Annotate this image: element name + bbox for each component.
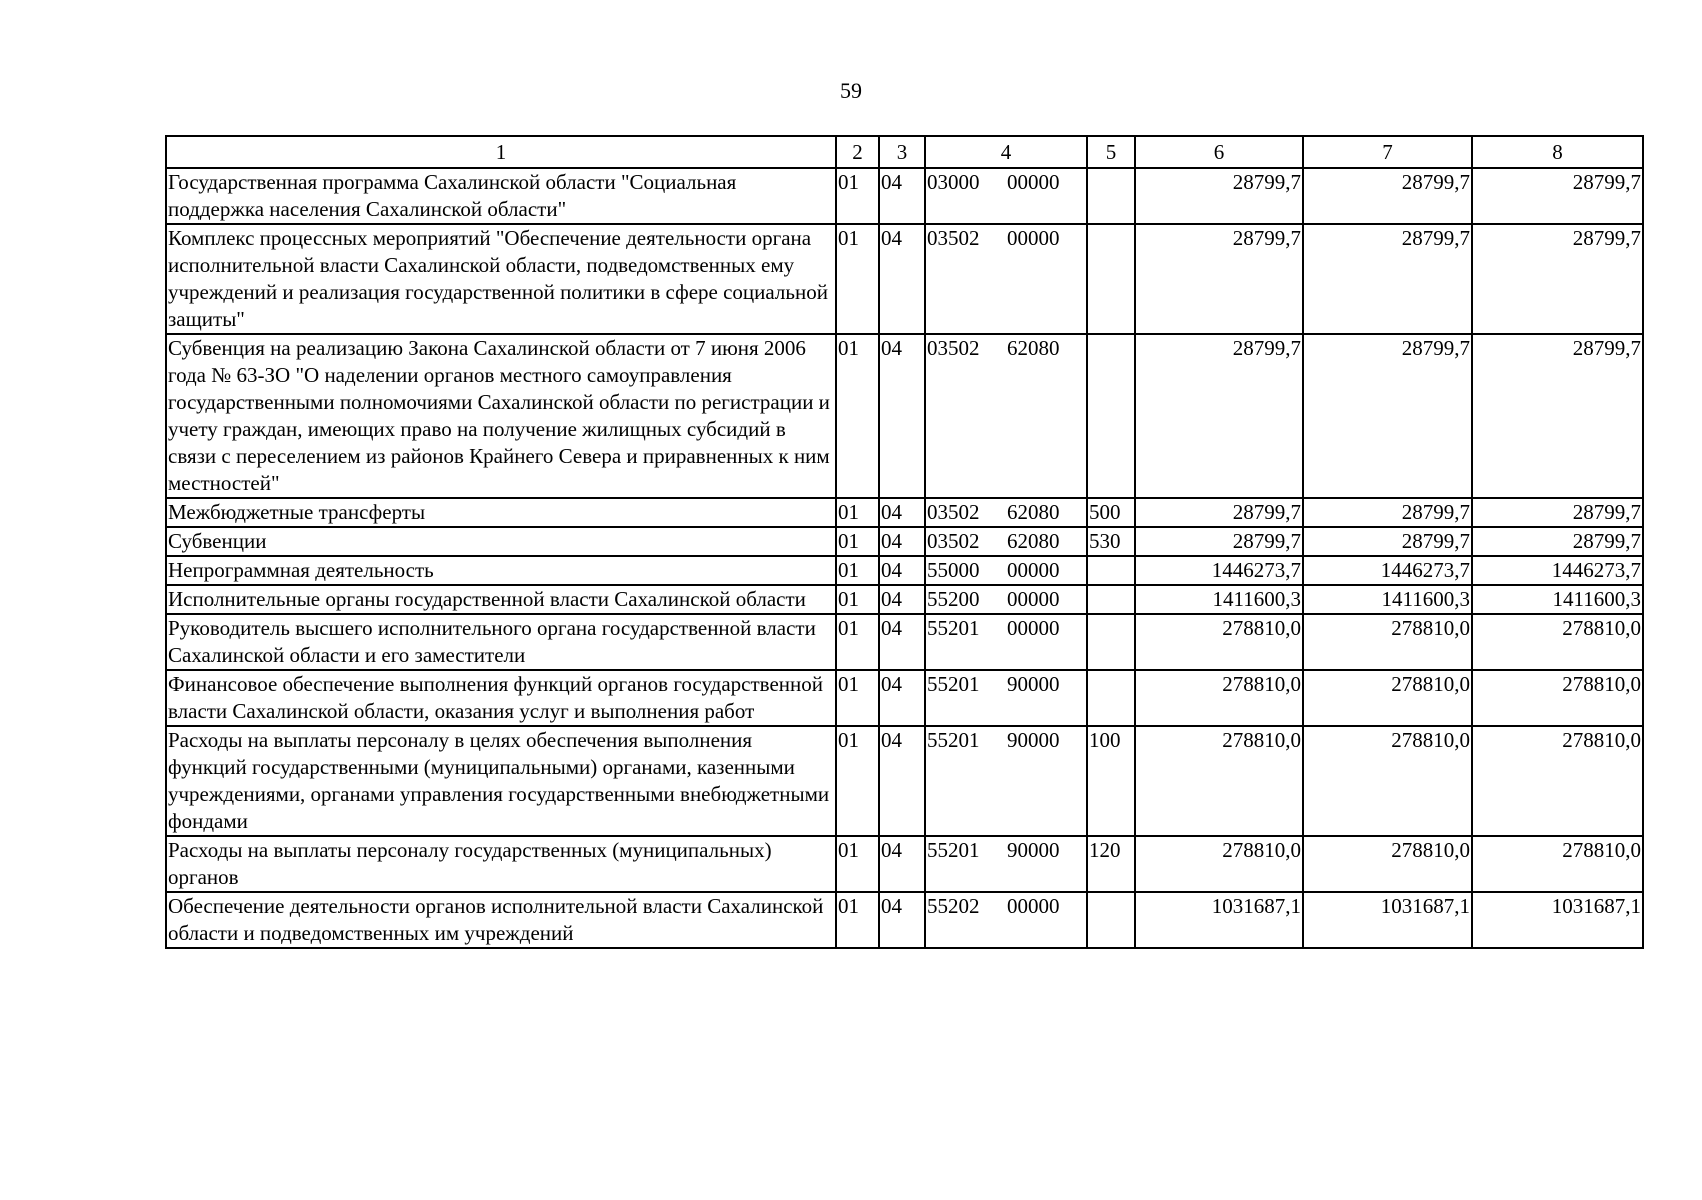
amount-col6: 28799,7: [1135, 527, 1303, 556]
header-cell: 5: [1087, 136, 1135, 168]
subsection-code: 04: [879, 556, 925, 585]
amount-col7: 28799,7: [1303, 334, 1472, 498]
target-article-code: [925, 334, 1087, 498]
row-name: Исполнительные органы государственной власти Сахалинской области: [166, 585, 836, 614]
subsection-code: 04: [879, 585, 925, 614]
section-code: 01: [836, 670, 879, 726]
header-cell: 8: [1472, 136, 1643, 168]
expense-type-code: 500: [1087, 498, 1135, 527]
amount-col7: 1446273,7: [1303, 556, 1472, 585]
program-code: 55000: [927, 558, 980, 582]
row-name: Финансовое обеспечение выполнения функций органов государственной власти Сахалинской области, оказания услуг и выполнения работ: [166, 670, 836, 726]
amount-col7: 28799,7: [1303, 498, 1472, 527]
direction-code: 62080: [1007, 336, 1060, 360]
program-code: 55200: [927, 587, 980, 611]
table-row: [166, 556, 1643, 585]
expense-type-code: [1087, 334, 1135, 498]
amount-col7: 278810,0: [1303, 836, 1472, 892]
section-code: 01: [836, 614, 879, 670]
header-cell: 3: [879, 136, 925, 168]
amount-col6: 1031687,1: [1135, 892, 1303, 948]
amount-col8: 28799,7: [1472, 168, 1643, 224]
header-cell: 2: [836, 136, 879, 168]
row-name: Расходы на выплаты персоналу в целях обеспечения выполнения функций государственными (муниципальными) органами, казенными учреждениями, органами управления государственными внебюджетными фондами: [166, 726, 836, 836]
row-name: Государственная программа Сахалинской области "Социальная поддержка населения Сахалинской области": [166, 168, 836, 224]
target-article-code: [925, 168, 1087, 224]
amount-col7: 28799,7: [1303, 168, 1472, 224]
amount-col8: 28799,7: [1472, 498, 1643, 527]
amount-col6: 28799,7: [1135, 224, 1303, 334]
direction-code: 00000: [1007, 558, 1060, 582]
amount-col6: 278810,0: [1135, 726, 1303, 836]
row-name: Субвенции: [166, 527, 836, 556]
row-name: Субвенция на реализацию Закона Сахалинской области от 7 июня 2006 года № 63-ЗО "О наделении органов местного самоуправления государственными полномочиями Сахалинской области по регистрации и учету граждан, имеющих право на получение жилищных субсидий в связи с переселением из районов Крайнего Севера и приравненных к ним местностей": [166, 334, 836, 498]
program-code: 55201: [927, 672, 980, 696]
header-cell: 4: [925, 136, 1087, 168]
amount-col6: 278810,0: [1135, 836, 1303, 892]
target-article-code: [925, 726, 1087, 836]
program-code: 55202: [927, 894, 980, 918]
program-code: 03000: [927, 170, 980, 194]
table-row: [166, 224, 1643, 334]
expense-type-code: [1087, 892, 1135, 948]
amount-col8: 278810,0: [1472, 670, 1643, 726]
amount-col8: 278810,0: [1472, 726, 1643, 836]
section-code: 01: [836, 527, 879, 556]
header-cell: 7: [1303, 136, 1472, 168]
expense-type-code: [1087, 168, 1135, 224]
amount-col8: 28799,7: [1472, 527, 1643, 556]
target-article-code: [925, 527, 1087, 556]
amount-col6: 278810,0: [1135, 614, 1303, 670]
amount-col8: 1031687,1: [1472, 892, 1643, 948]
direction-code: 00000: [1007, 226, 1060, 250]
amount-col7: 1411600,3: [1303, 585, 1472, 614]
expense-type-code: 100: [1087, 726, 1135, 836]
amount-col6: 1446273,7: [1135, 556, 1303, 585]
target-article-code: [925, 670, 1087, 726]
subsection-code: 04: [879, 836, 925, 892]
direction-code: 90000: [1007, 672, 1060, 696]
subsection-code: 04: [879, 334, 925, 498]
header-cell: 1: [166, 136, 836, 168]
table-row: [166, 168, 1643, 224]
header-cell: 6: [1135, 136, 1303, 168]
direction-code: 62080: [1007, 529, 1060, 553]
table-row: [166, 585, 1643, 614]
subsection-code: 04: [879, 892, 925, 948]
target-article-code: [925, 224, 1087, 334]
section-code: 01: [836, 726, 879, 836]
amount-col8: 278810,0: [1472, 614, 1643, 670]
table-row: [166, 670, 1643, 726]
direction-code: 00000: [1007, 894, 1060, 918]
expense-type-code: 530: [1087, 527, 1135, 556]
subsection-code: 04: [879, 498, 925, 527]
direction-code: 00000: [1007, 616, 1060, 640]
direction-code: 00000: [1007, 587, 1060, 611]
program-code: 03502: [927, 336, 980, 360]
header-row: [166, 136, 1643, 168]
expense-type-code: [1087, 614, 1135, 670]
amount-col8: 28799,7: [1472, 224, 1643, 334]
expense-type-code: 120: [1087, 836, 1135, 892]
table-row: [166, 726, 1643, 836]
program-code: 55201: [927, 838, 980, 862]
amount-col8: 28799,7: [1472, 334, 1643, 498]
row-name: Обеспечение деятельности органов исполнительной власти Сахалинской области и подведомственных им учреждений: [166, 892, 836, 948]
expense-type-code: [1087, 585, 1135, 614]
amount-col6: 28799,7: [1135, 334, 1303, 498]
direction-code: 62080: [1007, 500, 1060, 524]
target-article-code: [925, 556, 1087, 585]
subsection-code: 04: [879, 614, 925, 670]
program-code: 03502: [927, 226, 980, 250]
subsection-code: 04: [879, 168, 925, 224]
row-name: Расходы на выплаты персоналу государственных (муниципальных) органов: [166, 836, 836, 892]
amount-col6: 28799,7: [1135, 168, 1303, 224]
table-row: [166, 527, 1643, 556]
section-code: 01: [836, 585, 879, 614]
direction-code: 90000: [1007, 838, 1060, 862]
row-name: Руководитель высшего исполнительного органа государственной власти Сахалинской области и его заместители: [166, 614, 836, 670]
amount-col8: 1446273,7: [1472, 556, 1643, 585]
table-row: [166, 836, 1643, 892]
amount-col6: 1411600,3: [1135, 585, 1303, 614]
amount-col7: 278810,0: [1303, 614, 1472, 670]
amount-col8: 278810,0: [1472, 836, 1643, 892]
section-code: 01: [836, 168, 879, 224]
budget-table: [165, 135, 1644, 949]
amount-col6: 28799,7: [1135, 498, 1303, 527]
section-code: 01: [836, 334, 879, 498]
program-code: 03502: [927, 529, 980, 553]
table-row: [166, 614, 1643, 670]
subsection-code: 04: [879, 726, 925, 836]
section-code: 01: [836, 836, 879, 892]
amount-col7: 28799,7: [1303, 224, 1472, 334]
expense-type-code: [1087, 556, 1135, 585]
amount-col7: 278810,0: [1303, 726, 1472, 836]
subsection-code: 04: [879, 527, 925, 556]
section-code: 01: [836, 498, 879, 527]
row-name: Комплекс процессных мероприятий "Обеспечение деятельности органа исполнительной власти Сахалинской области, подведомственных ему учреждений и реализация государственной политики в сфере социальной защиты": [166, 224, 836, 334]
section-code: 01: [836, 892, 879, 948]
target-article-code: [925, 836, 1087, 892]
section-code: 01: [836, 556, 879, 585]
direction-code: 00000: [1007, 170, 1060, 194]
section-code: 01: [836, 224, 879, 334]
direction-code: 90000: [1007, 728, 1060, 752]
row-name: Межбюджетные трансферты: [166, 498, 836, 527]
table-row: [166, 498, 1643, 527]
amount-col7: 28799,7: [1303, 527, 1472, 556]
target-article-code: [925, 892, 1087, 948]
amount-col7: 1031687,1: [1303, 892, 1472, 948]
expense-type-code: [1087, 670, 1135, 726]
page-number: 59: [840, 78, 862, 103]
expense-type-code: [1087, 224, 1135, 334]
amount-col7: 278810,0: [1303, 670, 1472, 726]
subsection-code: 04: [879, 224, 925, 334]
amount-col6: 278810,0: [1135, 670, 1303, 726]
program-code: 55201: [927, 728, 980, 752]
target-article-code: [925, 498, 1087, 527]
table-row: [166, 334, 1643, 498]
program-code: 03502: [927, 500, 980, 524]
row-name: Непрограммная деятельность: [166, 556, 836, 585]
target-article-code: [925, 585, 1087, 614]
subsection-code: 04: [879, 670, 925, 726]
program-code: 55201: [927, 616, 980, 640]
table-row: [166, 892, 1643, 948]
amount-col8: 1411600,3: [1472, 585, 1643, 614]
target-article-code: [925, 614, 1087, 670]
